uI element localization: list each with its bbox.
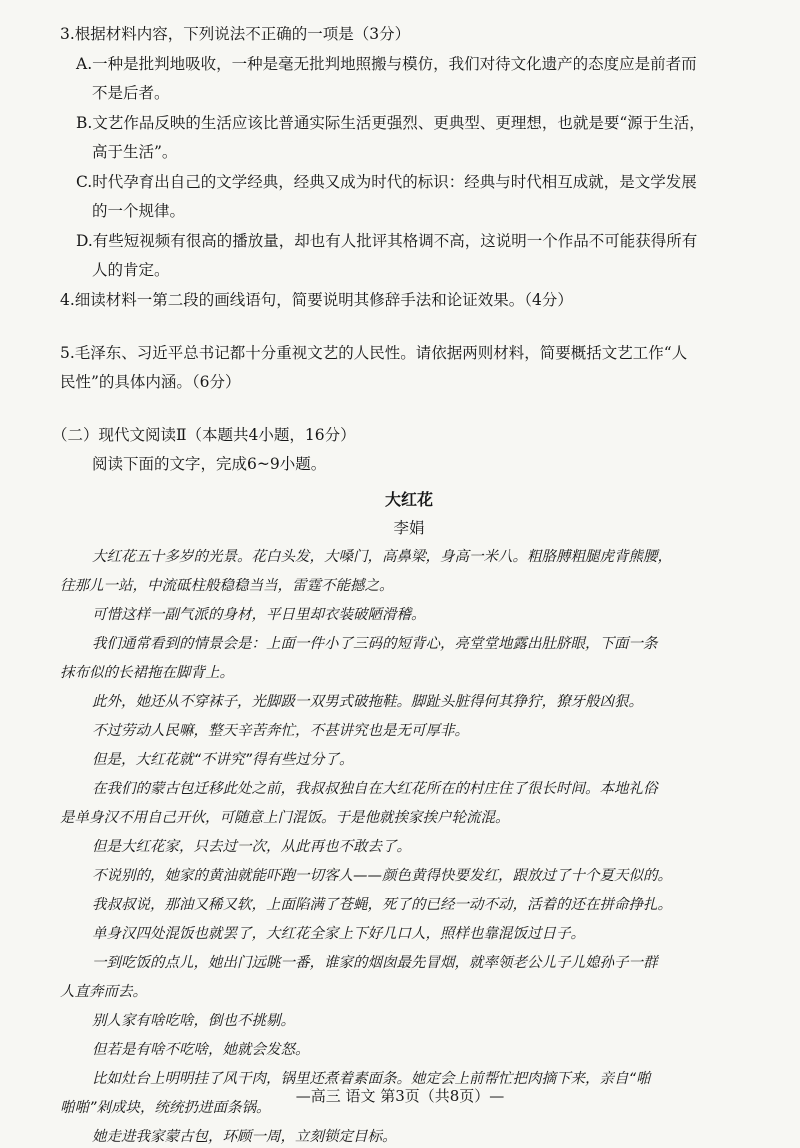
option-b-line1: B.文艺作品反映的生活应该比普通实际生活更强烈、更典型、更理想，也就是要“源于生活， bbox=[76, 114, 705, 132]
option-d bbox=[60, 231, 758, 281]
story-line: 我们通常看到的情景会是：上面一件小了三码的短背心，亮堂堂地露出肚脐眼，下面一条 bbox=[92, 636, 658, 652]
option-b-line2: 高于生活”。 bbox=[92, 143, 178, 161]
story-author: 李娟 bbox=[393, 519, 425, 537]
story-line: 不过劳动人民嘛，整天辛苦奔忙，不甚讲究也是无可厚非。 bbox=[92, 723, 469, 739]
option-a bbox=[60, 54, 758, 104]
story-line: 不说别的，她家的黄油就能吓跑一切客人——颜色黄得快要发红，跟放过了十个夏天似的。 bbox=[92, 868, 672, 884]
question-5-line2: 民性”的具体内涵。（6分） bbox=[60, 373, 241, 391]
story-line: 抹布似的长裙拖在脚背上。 bbox=[60, 665, 234, 681]
question-3-stem: 3.根据材料内容，下列说法不正确的一项是（3分） bbox=[60, 25, 411, 43]
option-a-line1: A.一种是批判地吸收，一种是毫无批判地照搬与模仿，我们对待文化遗产的态度应是前者而 bbox=[76, 55, 697, 73]
story-body bbox=[60, 547, 758, 1148]
story-line: 在我们的蒙古包迁移此处之前，我叔叔独自在大红花所在的村庄住了很长时间。本地礼俗 bbox=[92, 781, 658, 797]
story-line: 可惜这样一副气派的身材，平日里却衣装破陋滑稽。 bbox=[92, 607, 426, 623]
option-c-line2: 的一个规律。 bbox=[92, 202, 186, 220]
option-c-line1: C.时代孕育出自己的文学经典，经典又成为时代的标识：经典与时代相互成就，是文学发展 bbox=[76, 173, 697, 191]
option-c bbox=[60, 172, 758, 222]
page-footer: —高三 语文 第3页（共8页）— bbox=[295, 1087, 505, 1105]
question-5 bbox=[60, 343, 758, 393]
story-line: 往那儿一站，中流砥柱般稳稳当当，雷霆不能撼之。 bbox=[60, 578, 394, 594]
option-a-line2: 不是后者。 bbox=[92, 84, 170, 102]
story-line: 但是大红花家，只去过一次，从此再也不敢去了。 bbox=[92, 839, 411, 855]
story-line: 单身汉四处混饭也就罢了，大红花全家上下好几口人，照样也靠混饭过日子。 bbox=[92, 926, 585, 942]
story-line: 大红花五十多岁的光景。花白头发，大嗓门，高鼻梁，身高一米八。粗胳膊粗腿虎背熊腰， bbox=[92, 549, 672, 565]
option-b bbox=[60, 113, 758, 163]
section-2-heading: （二）现代文阅读Ⅱ（本题共4小题，16分） bbox=[52, 426, 356, 444]
story-title: 大红花 bbox=[384, 490, 433, 509]
option-d-line1: D.有些短视频有很高的播放量，却也有人批评其格调不高，这说明一个作品不可能获得所有 bbox=[76, 232, 698, 250]
story-line: 别人家有啥吃啥，倒也不挑剔。 bbox=[92, 1013, 295, 1029]
story-line: 但若是有啥不吃啥，她就会发怒。 bbox=[92, 1042, 310, 1058]
question-4: 4.细读材料一第二段的画线语句，简要说明其修辞手法和论证效果。（4分） bbox=[60, 291, 573, 309]
option-d-line2: 人的肯定。 bbox=[92, 261, 170, 279]
section-2 bbox=[52, 425, 758, 475]
story-line: 啪啪”剁成块，统统扔进面条锅。 bbox=[60, 1100, 271, 1116]
story-line: 她走进我家蒙古包，环顾一周，立刻锁定目标。 bbox=[92, 1129, 397, 1145]
story-line: 我叔叔说，那油又稀又软，上面陷满了苍蝇，死了的已经一动不动，活着的还在拼命挣扎。 bbox=[92, 897, 672, 913]
story-line: 但是，大红花就“不讲究”得有些过分了。 bbox=[92, 752, 354, 768]
story-line: 一到吃饭的点儿，她出门远眺一番，谁家的烟囱最先冒烟，就率领老公儿子儿媳孙子一群 bbox=[92, 955, 658, 971]
story-line: 此外，她还从不穿袜子，光脚趿一双男式破拖鞋。脚趾头脏得何其狰狞，獠牙般凶狠。 bbox=[92, 694, 643, 710]
story-line: 比如灶台上明明挂了风干肉，锅里还煮着素面条。她定会上前帮忙把肉摘下来，亲自“啪 bbox=[92, 1071, 651, 1087]
question-5-line1: 5.毛泽东、习近平总书记都十分重视文艺的人民性。请依据两则材料，简要概括文艺工作“人 bbox=[60, 344, 688, 362]
story-line: 人直奔而去。 bbox=[60, 984, 147, 1000]
story-line: 是单身汉不用自己开伙，可随意上门混饭。于是他就挨家挨户轮流混。 bbox=[60, 810, 510, 826]
section-2-intro: 阅读下面的文字，完成6~9小题。 bbox=[92, 455, 327, 473]
question-3 bbox=[60, 24, 758, 281]
